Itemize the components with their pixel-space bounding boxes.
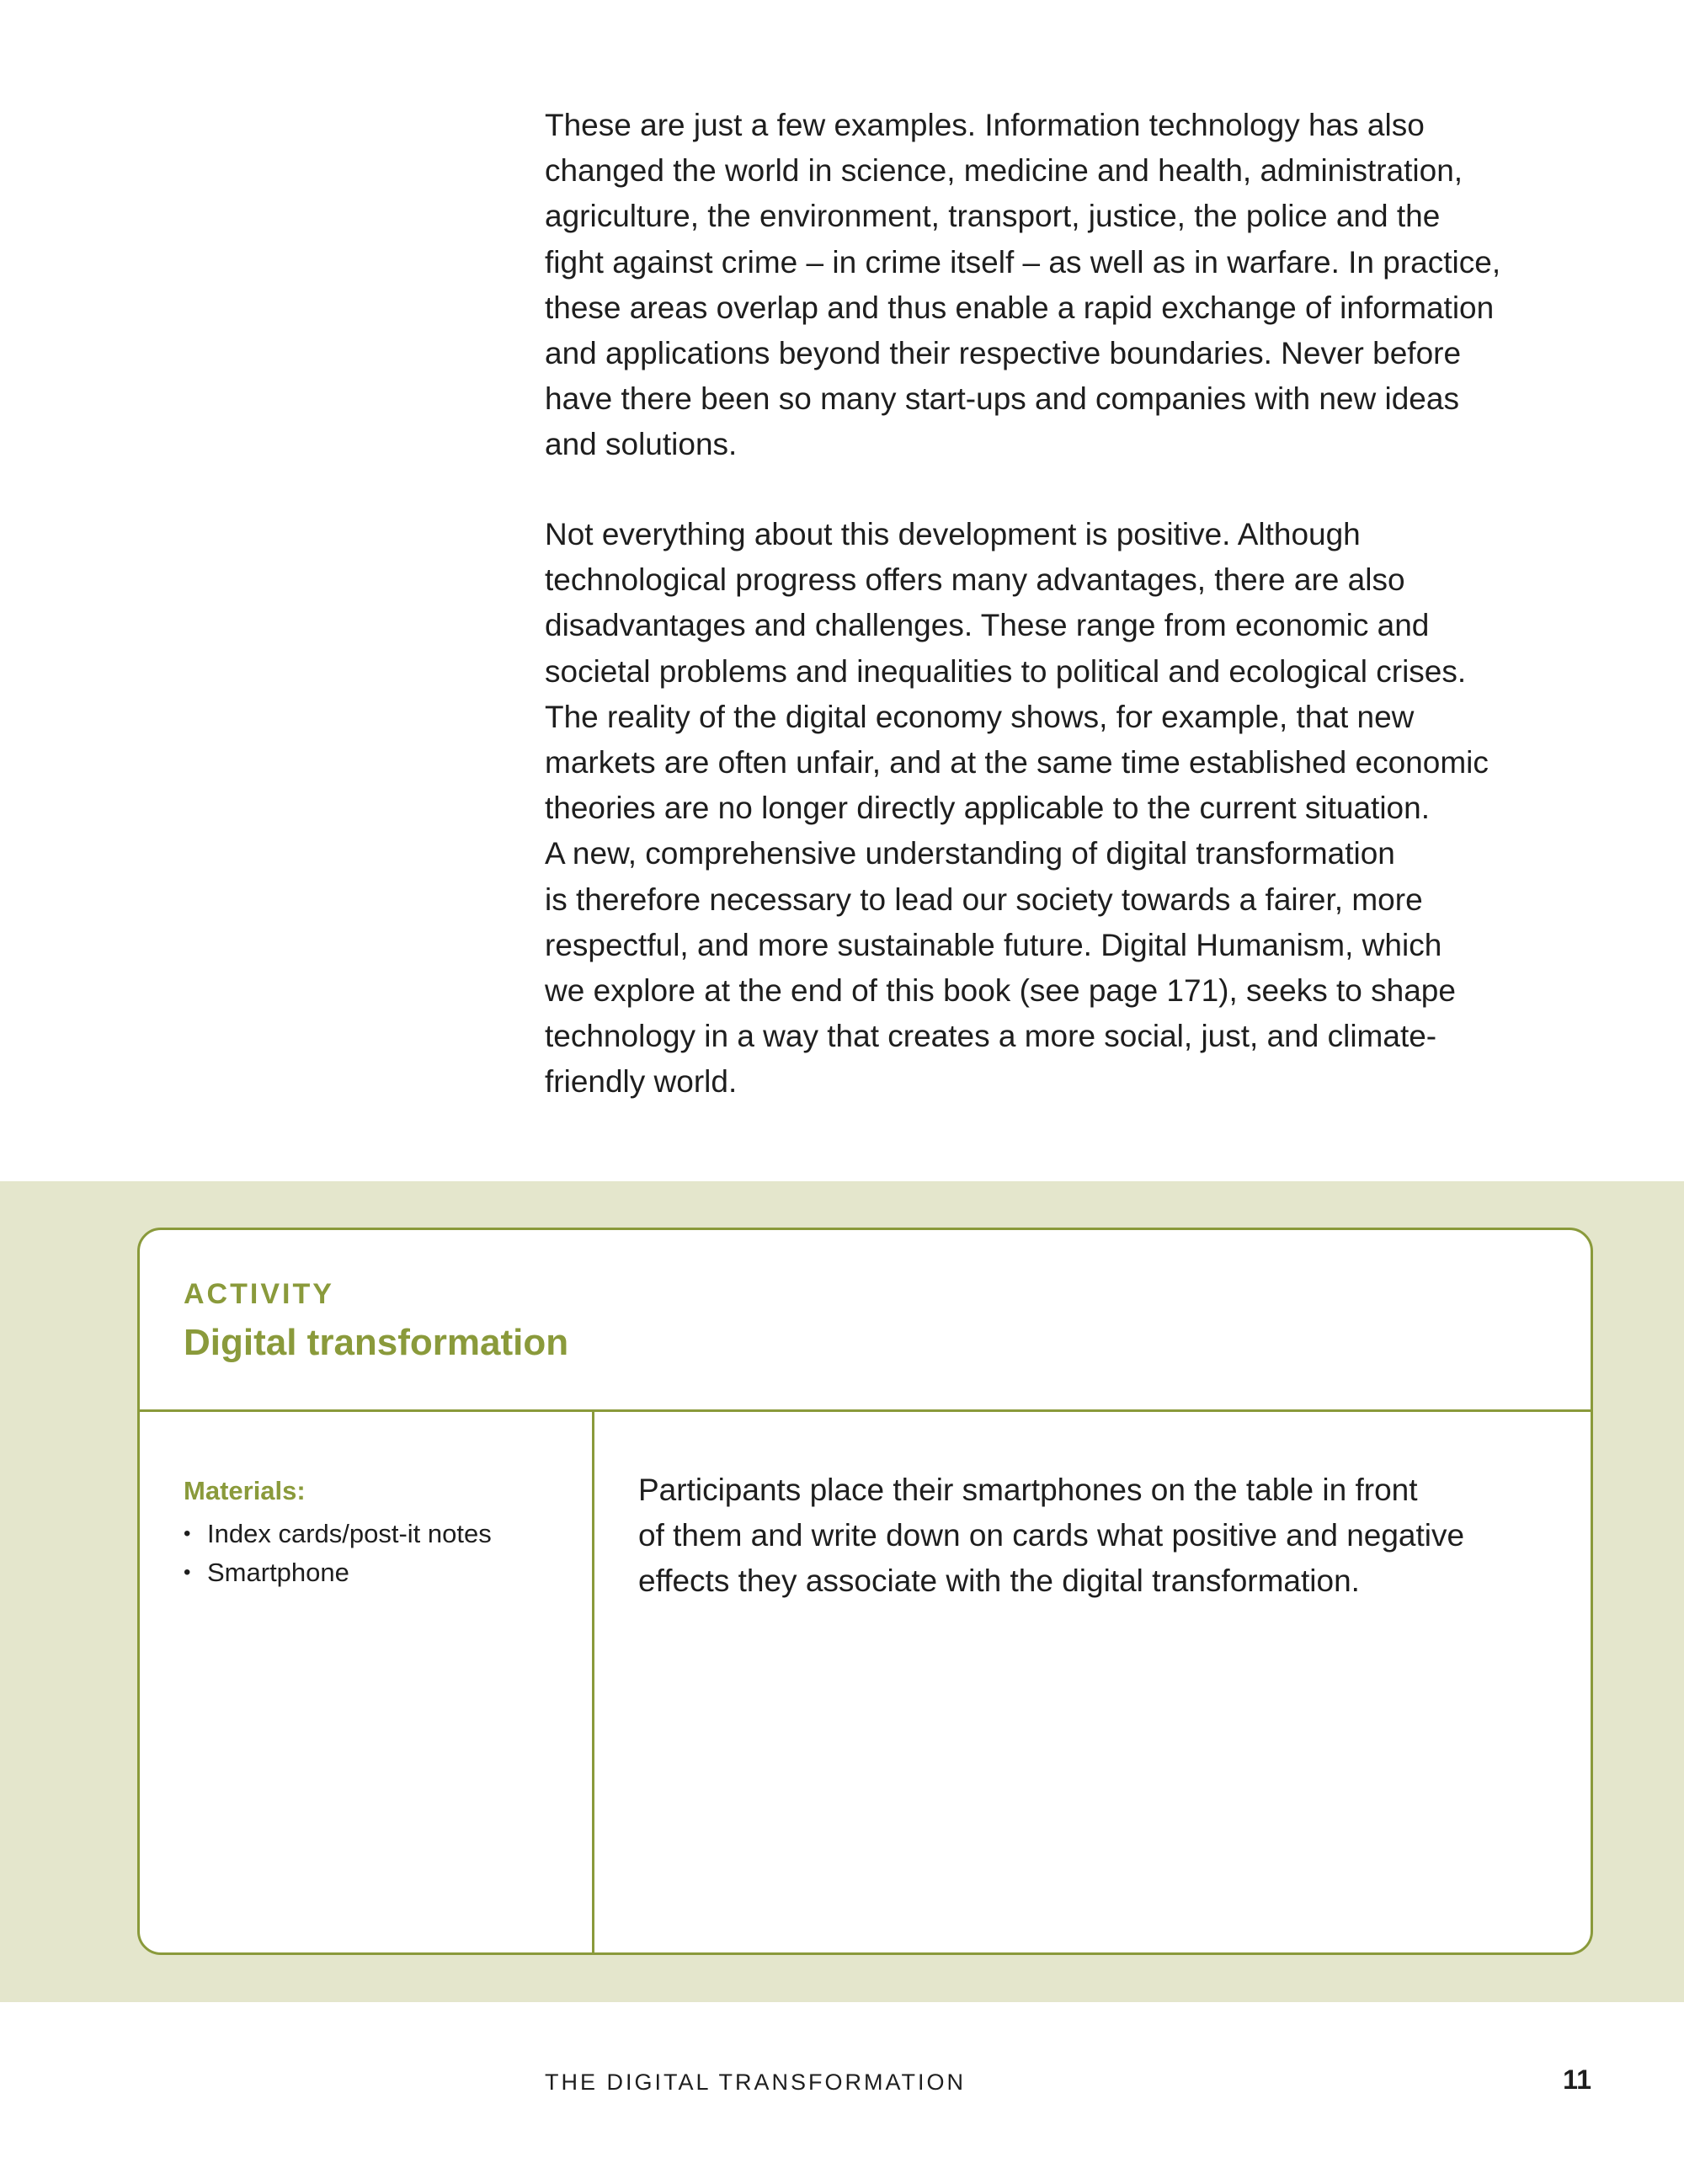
text-line: changed the world in science, medicine and health, administration, [545,153,1463,189]
activity-title: Digital transformation [184,1322,569,1363]
materials-item: • Index cards/post-it notes [184,1515,492,1553]
text-line: have there been so many start-ups and companies with new ideas [545,381,1459,417]
text-line: markets are often unfair, and at the same time established economic [545,745,1489,780]
text-line: and applications beyond their respective boundaries. Never before [545,336,1462,371]
text-line: we explore at the end of this book (see page 171), seeks to shape [545,973,1456,1009]
text-line: technological progress offers many advantages, there are also [545,562,1405,598]
activity-header [140,1230,1591,1412]
text-line: Not everything about this development is positive. Although [545,517,1361,551]
text-line: The reality of the digital economy shows, for example, that new [545,699,1415,734]
text-line: and solutions. [545,427,738,462]
text-line: of them and write down on cards what positive and negative [638,1518,1465,1553]
body-paragraph-1 [545,103,1597,468]
text-line: technology in a way that creates a more social, just, and climate- [545,1019,1437,1054]
page-number: 11 [1563,2064,1591,2095]
text-line: These are just a few examples. Information technology has also [545,108,1425,142]
text-line: theories are no longer directly applicable to the current situation. [545,791,1430,826]
text-line: effects they associate with the digital transformation. [638,1563,1360,1599]
text-line: Participants place their smartphones on the table in front [638,1473,1418,1507]
activity-instructions [638,1468,1564,1605]
materials-item: • Smartphone [184,1553,492,1592]
text-line: agriculture, the environment, transport, justice, the police and the [545,199,1441,234]
text-line: respectful, and more sustainable future. Digital Humanism, which [545,927,1442,962]
activity-card [137,1228,1593,1955]
materials-list [184,1515,492,1592]
text-line: A new, comprehensive understanding of digital transformation [545,836,1395,871]
text-line: these areas overlap and thus enable a rapid exchange of information [545,290,1495,325]
text-line: is therefore necessary to lead our society towards a fairer, more [545,882,1423,917]
materials-label: Materials: [184,1476,306,1505]
text-line: friendly world. [545,1064,738,1100]
text-line: fight against crime – in crime itself – as well as in warfare. In practice, [545,244,1501,280]
text-line: disadvantages and challenges. These range from economic and [545,608,1430,643]
body-paragraph-2 [545,512,1597,1105]
column-divider [592,1412,594,1955]
text-line: societal problems and inequalities to political and ecological crises. [545,653,1467,689]
activity-kicker: ACTIVITY [184,1278,334,1310]
running-title: THE DIGITAL TRANSFORMATION [545,2069,967,2095]
